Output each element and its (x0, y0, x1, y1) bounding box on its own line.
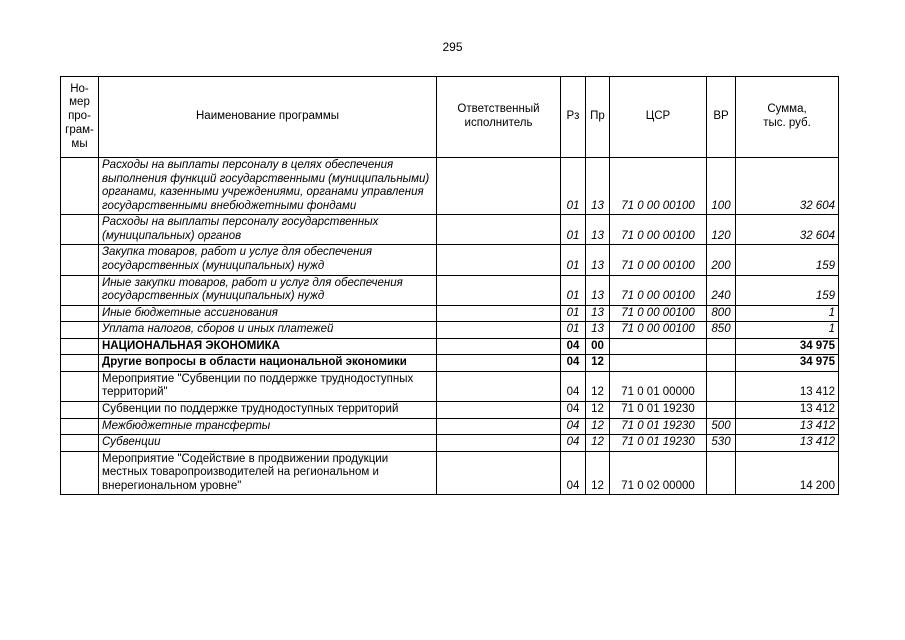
cell-rz: 01 (561, 322, 586, 339)
cell-program-name: Иные закупки товаров, работ и услуг для обеспечения государственных (муниципальных) нужд (99, 275, 437, 305)
table-row (61, 245, 839, 275)
cell-executor (437, 435, 561, 452)
cell-sum: 34 975 (736, 355, 839, 372)
cell-executor (437, 245, 561, 275)
table-row (61, 305, 839, 322)
cell-executor (437, 338, 561, 355)
cell-program-name: Мероприятие "Содействие в продвижении продукции местных товаропроизводителей на региональном и внерегиональном уровне" (99, 451, 437, 495)
cell-executor (437, 322, 561, 339)
table-row (61, 338, 839, 355)
cell-vr: 500 (707, 418, 736, 435)
cell-pr: 12 (586, 402, 610, 419)
cell-sum: 13 412 (736, 371, 839, 401)
table-row (61, 322, 839, 339)
cell-program-name: Закупка товаров, работ и услуг для обеспечения государственных (муниципальных) нужд (99, 245, 437, 275)
cell-pr: 12 (586, 435, 610, 452)
header-csr: ЦСР (610, 77, 707, 158)
cell-csr (610, 355, 707, 372)
cell-program-number (61, 355, 99, 372)
table-body (61, 158, 839, 495)
cell-csr: 71 0 01 19230 (610, 435, 707, 452)
cell-program-number (61, 371, 99, 401)
header-pr: Пр (586, 77, 610, 158)
cell-rz: 01 (561, 158, 586, 215)
cell-csr: 71 0 01 19230 (610, 418, 707, 435)
cell-vr: 240 (707, 275, 736, 305)
cell-program-name: Субвенции по поддержке труднодоступных территорий (99, 402, 437, 419)
cell-program-number (61, 451, 99, 495)
cell-vr: 200 (707, 245, 736, 275)
header-program-name: Наименование программы (99, 77, 437, 158)
cell-program-name: Межбюджетные трансферты (99, 418, 437, 435)
cell-vr (707, 451, 736, 495)
cell-sum: 32 604 (736, 158, 839, 215)
cell-csr: 71 0 00 00100 (610, 322, 707, 339)
cell-executor (437, 158, 561, 215)
cell-vr: 800 (707, 305, 736, 322)
table-row (61, 158, 839, 215)
cell-program-name: Расходы на выплаты персоналу в целях обеспечения выполнения функций государственными (муниципальными) органами, казенными учреждениями, органами управления государственными внебюджетными фондами (99, 158, 437, 215)
cell-executor (437, 418, 561, 435)
cell-executor (437, 355, 561, 372)
table-row (61, 275, 839, 305)
cell-program-number (61, 402, 99, 419)
cell-executor (437, 451, 561, 495)
cell-rz: 04 (561, 371, 586, 401)
cell-pr: 12 (586, 355, 610, 372)
cell-pr: 13 (586, 305, 610, 322)
cell-rz: 01 (561, 245, 586, 275)
cell-program-number (61, 215, 99, 245)
cell-csr: 71 0 01 00000 (610, 371, 707, 401)
page-number: 295 (442, 40, 463, 54)
cell-vr: 100 (707, 158, 736, 215)
cell-sum: 159 (736, 245, 839, 275)
cell-csr: 71 0 00 00100 (610, 215, 707, 245)
cell-program-number (61, 275, 99, 305)
cell-sum: 13 412 (736, 435, 839, 452)
table-row (61, 451, 839, 495)
cell-vr (707, 338, 736, 355)
cell-vr (707, 371, 736, 401)
cell-rz: 01 (561, 275, 586, 305)
cell-program-name: Уплата налогов, сборов и иных платежей (99, 322, 437, 339)
header-vr: ВР (707, 77, 736, 158)
cell-program-number (61, 322, 99, 339)
cell-program-number (61, 435, 99, 452)
cell-vr (707, 402, 736, 419)
cell-sum: 159 (736, 275, 839, 305)
cell-program-name: Иные бюджетные ассигнования (99, 305, 437, 322)
cell-pr: 13 (586, 215, 610, 245)
cell-rz: 04 (561, 402, 586, 419)
table-row (61, 402, 839, 419)
cell-program-number (61, 338, 99, 355)
cell-csr (610, 338, 707, 355)
table-row (61, 355, 839, 372)
cell-pr: 13 (586, 275, 610, 305)
cell-rz: 01 (561, 215, 586, 245)
cell-csr: 71 0 00 00100 (610, 305, 707, 322)
header-executor: Ответственный исполнитель (437, 77, 561, 158)
cell-rz: 01 (561, 305, 586, 322)
cell-program-number (61, 418, 99, 435)
cell-sum: 1 (736, 305, 839, 322)
cell-pr: 12 (586, 418, 610, 435)
cell-rz: 04 (561, 418, 586, 435)
table-row (61, 418, 839, 435)
header-sum: Сумма, тыс. руб. (736, 77, 839, 158)
cell-csr: 71 0 00 00100 (610, 275, 707, 305)
cell-pr: 00 (586, 338, 610, 355)
cell-program-name: Субвенции (99, 435, 437, 452)
cell-vr: 850 (707, 322, 736, 339)
cell-vr: 120 (707, 215, 736, 245)
cell-csr: 71 0 00 00100 (610, 158, 707, 215)
cell-pr: 13 (586, 158, 610, 215)
cell-program-name: НАЦИОНАЛЬНАЯ ЭКОНОМИКА (99, 338, 437, 355)
cell-program-number (61, 158, 99, 215)
budget-table (60, 76, 839, 495)
cell-program-number (61, 245, 99, 275)
cell-csr: 71 0 00 00100 (610, 245, 707, 275)
cell-pr: 12 (586, 371, 610, 401)
cell-sum: 32 604 (736, 215, 839, 245)
cell-csr: 71 0 01 19230 (610, 402, 707, 419)
cell-executor (437, 215, 561, 245)
cell-program-name: Расходы на выплаты персоналу государственных (муниципальных) органов (99, 215, 437, 245)
cell-vr (707, 355, 736, 372)
cell-sum: 13 412 (736, 402, 839, 419)
cell-sum: 13 412 (736, 418, 839, 435)
cell-sum: 14 200 (736, 451, 839, 495)
cell-sum: 1 (736, 322, 839, 339)
table-row (61, 435, 839, 452)
cell-executor (437, 402, 561, 419)
cell-program-number (61, 305, 99, 322)
table-row (61, 371, 839, 401)
table-header-row (61, 77, 839, 158)
header-program-number: Но- мер про- грам- мы (61, 77, 99, 158)
table-row (61, 215, 839, 245)
cell-pr: 13 (586, 322, 610, 339)
cell-program-name: Мероприятие "Субвенции по поддержке труднодоступных территорий" (99, 371, 437, 401)
cell-executor (437, 371, 561, 401)
cell-rz: 04 (561, 451, 586, 495)
cell-program-name: Другие вопросы в области национальной экономики (99, 355, 437, 372)
cell-pr: 12 (586, 451, 610, 495)
cell-rz: 04 (561, 355, 586, 372)
cell-pr: 13 (586, 245, 610, 275)
cell-executor (437, 275, 561, 305)
cell-rz: 04 (561, 338, 586, 355)
cell-executor (437, 305, 561, 322)
cell-sum: 34 975 (736, 338, 839, 355)
cell-vr: 530 (707, 435, 736, 452)
cell-rz: 04 (561, 435, 586, 452)
header-rz: Рз (561, 77, 586, 158)
cell-csr: 71 0 02 00000 (610, 451, 707, 495)
